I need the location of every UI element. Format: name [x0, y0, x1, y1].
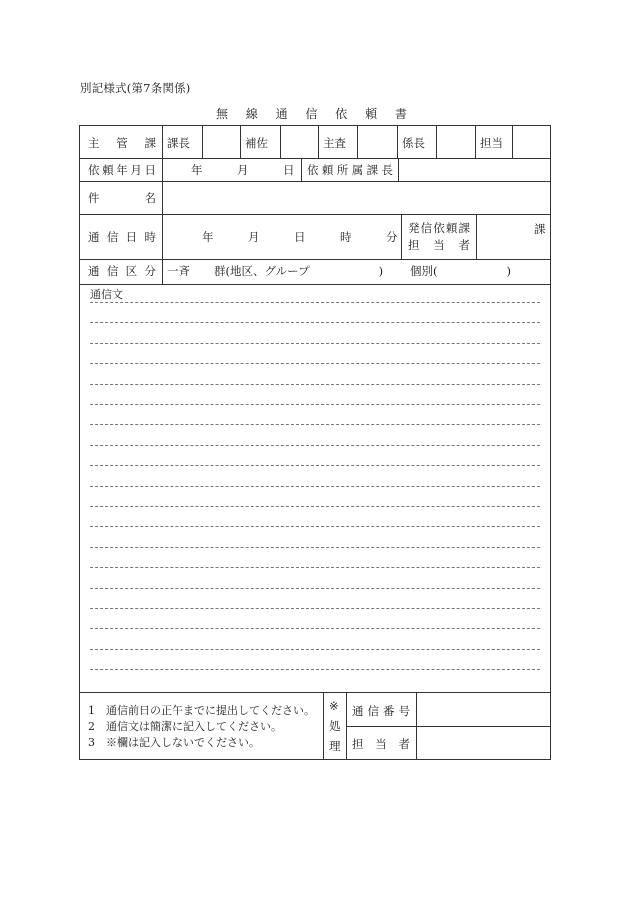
row-divider — [80, 158, 550, 159]
col-divider — [475, 126, 476, 158]
message-line — [90, 445, 540, 446]
row-divider — [80, 692, 550, 693]
row-divider — [80, 259, 550, 260]
message-line — [90, 526, 540, 527]
comm-type-individual: 個別( ) — [410, 264, 511, 278]
responsible-section-label: 主 管 課 — [88, 136, 156, 150]
comm-type-group: 群(地区、グループ ) — [214, 264, 384, 278]
col-divider — [397, 126, 398, 158]
request-date-label: 依頼年月日 — [88, 163, 156, 177]
message-line — [90, 649, 540, 650]
col-divider — [323, 692, 324, 759]
message-line — [90, 363, 540, 364]
request-form-table — [79, 125, 551, 760]
col-divider — [436, 126, 437, 158]
requesting-manager-label: 依頼所属課長 — [307, 163, 393, 177]
processing-char-2: 理 — [329, 739, 341, 753]
message-line — [90, 404, 540, 405]
col-divider — [398, 158, 399, 181]
form-title — [0, 105, 630, 122]
note-3: 3 ※欄は記入しないでください。 — [88, 736, 260, 749]
col-divider — [512, 126, 513, 158]
col-divider — [301, 158, 302, 181]
comm-type-label: 通 信 区 分 — [88, 264, 156, 278]
datetime-field: 年 月 日 時 分 — [202, 230, 398, 244]
message-line — [90, 669, 540, 670]
message-line — [90, 506, 540, 507]
message-label: 通信文 — [90, 288, 123, 301]
form-title-text: 無 線 通 信 依 頼 書 — [216, 107, 414, 121]
row-divider — [80, 284, 550, 285]
message-line — [90, 322, 540, 323]
role-chief-clerk: 主査 — [323, 136, 346, 150]
role-section-chief: 課長 — [167, 136, 190, 150]
col-divider — [280, 126, 281, 158]
message-line — [90, 465, 540, 466]
message-line — [90, 343, 540, 344]
role-deputy: 補佐 — [245, 136, 268, 150]
message-line — [90, 486, 540, 487]
subject-label: 件 名 — [88, 191, 156, 205]
comm-type-broadcast: 一斉 — [167, 264, 190, 278]
col-divider — [416, 692, 417, 759]
message-line — [90, 302, 540, 303]
col-divider — [202, 126, 203, 158]
col-divider — [357, 126, 358, 158]
message-line — [90, 567, 540, 568]
sender-dept-label: 発信依頼課 — [408, 221, 470, 235]
processing-char-1: 処 — [329, 719, 341, 733]
note-2: 2 通信文は簡潔に記入してください。 — [88, 720, 282, 733]
col-divider — [476, 214, 477, 259]
message-line — [90, 588, 540, 589]
role-subsection-chief: 係長 — [402, 136, 425, 150]
message-line — [90, 384, 540, 385]
sender-person-label: 担 当 者 — [408, 238, 470, 252]
role-staff: 担当 — [480, 136, 503, 150]
col-divider — [346, 692, 347, 759]
comm-number-label: 通 信 番 号 — [352, 704, 410, 718]
message-line — [90, 628, 540, 629]
col-divider — [318, 126, 319, 158]
col-divider — [240, 126, 241, 158]
row-divider — [80, 181, 550, 182]
processing-marker: ※ — [329, 699, 339, 713]
dept-suffix: 課 — [534, 222, 546, 236]
note-1: 1 通信前日の正午までに提出してください。 — [88, 704, 315, 717]
col-divider — [162, 126, 163, 284]
request-date-field: 年 月 日 — [191, 163, 295, 177]
row-divider — [346, 726, 550, 727]
col-divider — [401, 214, 402, 259]
handler-label: 担 当 者 — [352, 737, 410, 751]
message-line — [90, 608, 540, 609]
datetime-label: 通 信 日 時 — [88, 230, 156, 244]
form-reference: 別記様式(第7条関係) — [80, 81, 191, 95]
row-divider — [80, 214, 550, 215]
message-line — [90, 547, 540, 548]
message-line — [90, 424, 540, 425]
